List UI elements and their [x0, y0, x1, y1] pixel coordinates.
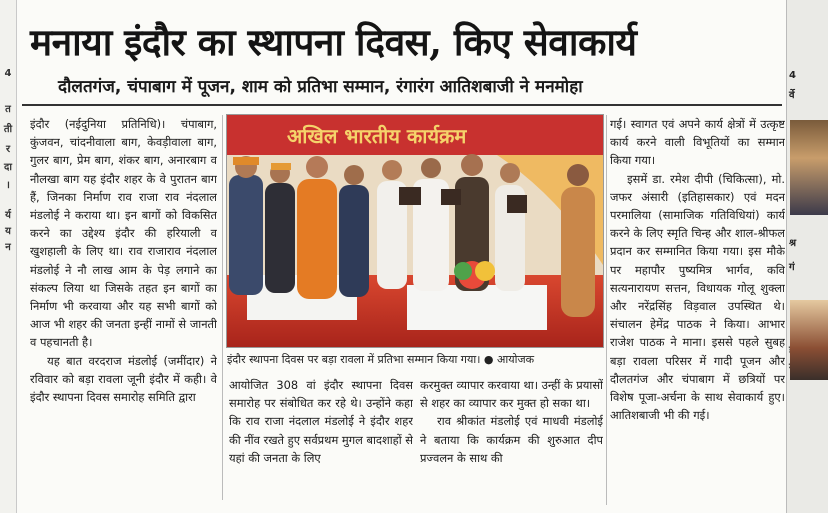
left-edge-char: य — [5, 226, 11, 237]
paragraph: करमुक्त व्यापार करवाया था। उन्हीं के प्रयासों से शहर का व्यापार कर मुक्त हो सका था। — [420, 378, 603, 411]
article-column-3 — [420, 376, 603, 501]
left-edge-char: र — [5, 144, 11, 155]
right-page-edge — [786, 0, 828, 513]
left-edge-char: त — [5, 104, 11, 115]
left-edge-char: दा — [4, 162, 12, 173]
right-edge-char: र्वे — [789, 90, 795, 101]
left-edge-char: न — [5, 242, 11, 253]
paragraph: इंदौर (नईदुनिया प्रतिनिधि)। चंपाबाग, कुंजवन, चांदनीवाला बाग, केवड़ीवाला बाग, गुलर बाग, प्रेम बाग, शंकर बाग, अनारबाग व नौलखा बाग यह इंदौर शहर के वे पुरातन बाग हैं, जिनका निर्माण राव राजा राव नंदलाल मंडलोई ने कराया था। इन बागों को विकसित करने का उद्देश्य इंदौर की हरियाली व खुशहाली के लिए था। राव राजाराव नंदलाल मंडलोई ने नौ लाख आम के पेड़ लगाने का संकल्प लिया था जिसके तहत इन बागों का निर्माण भी करवाया और यह सभी बागों को आज भी शहर की जनता इन्हीं नामों से जानती व पहचानती है। — [30, 117, 217, 350]
left-edge-char: ती — [3, 124, 13, 135]
headline: मनाया इंदौर का स्थापना दिवस, किए सेवाकार्य — [30, 20, 637, 64]
paragraph: आयोजित 308 वां इंदौर स्थापना दिवस समारोह पर संबोधित कर रहे थे। उन्होंने कहा कि राव राजा नंदलाल मंडलोई ने इंदौर शहर की नींव रखते हुए सर्वप्रथम मुगल बादशाहों से यहां की जनता के लिए — [229, 378, 413, 465]
banner-text: अखिल भारतीय कार्यक्रम — [287, 124, 467, 148]
event-photo — [226, 114, 604, 348]
article-column-2 — [229, 376, 413, 501]
photo-caption: इंदौर स्थापना दिवस पर बड़ा रावला में प्रतिभा सम्मान किया गया। ● आयोजक — [227, 353, 535, 366]
article-column-1 — [30, 115, 217, 495]
adjacent-article-photo — [790, 120, 828, 215]
headline-rule — [22, 104, 782, 106]
paragraph: राव श्रीकांत मंडलोई एवं माधवी मंडलोई ने बताया कि कार्यक्रम की शुरुआत दीप प्रज्वलन के साथ की — [420, 414, 603, 465]
right-edge-char: 4 — [789, 70, 796, 81]
left-page-edge — [0, 0, 17, 513]
adjacent-article-photo — [790, 300, 828, 380]
left-edge-char: 4 — [4, 68, 12, 79]
paragraph: गई। स्वागत एवं अपने कार्य क्षेत्रों में उत्कृष्ट कार्य करने वाली विभूतियों का सम्मान किया गया। — [610, 117, 785, 168]
right-edge-char: श्र — [789, 238, 797, 249]
right-edge-char: गं — [789, 262, 795, 273]
subheadline: दौलतगंज, चंपाबाग में पूजन, शाम को प्रतिभा सम्मान, रंगारंग आतिशबाजी ने मनमोहा — [58, 77, 583, 97]
event-photo-illustration — [227, 115, 603, 347]
left-edge-char: र्य — [5, 210, 11, 221]
left-edge-char: । — [6, 180, 10, 191]
article-column-4 — [610, 115, 785, 505]
paragraph: यह बात वरदराज मंडलोई (जमींदार) ने रविवार को बड़ा रावला जूनी इंदौर में कही। वे इंदौर स्थापना दिवस समारोह समिति द्वारा — [30, 353, 217, 405]
column-divider — [606, 115, 607, 505]
paragraph: इसमें डा. रमेश दीपी (चिकित्सा), मो. जफर अंसारी (इतिहासकार) एवं मदन परमालिया (सामाजिक गतिविधियां) कार्य करने के लिए स्मृति चिन्ह और शाल-श्रीफल प्रदान कर सम्मानित किया गया। इस मौके पर महापौर पुष्यमित्र भार्गव, कवि सत्यनारायण सत्तन, विधायक गोलू शुक्ला और नरेंद्रसिंह विड़वाल उपस्थित थे। संचालन हेमेंद्र पाठक ने किया। आभार राजेश पाठक ने माना। इससे पहले सुबह बड़ा रावला परिसर में गादी पूजन और दौलतगंज और चंपाबाग में छत्रियों पर विशेष पूजा-अर्चना के साथ सेवाकार्य हुए। आतिशबाजी भी की गई। — [610, 171, 785, 423]
column-divider — [222, 115, 223, 500]
